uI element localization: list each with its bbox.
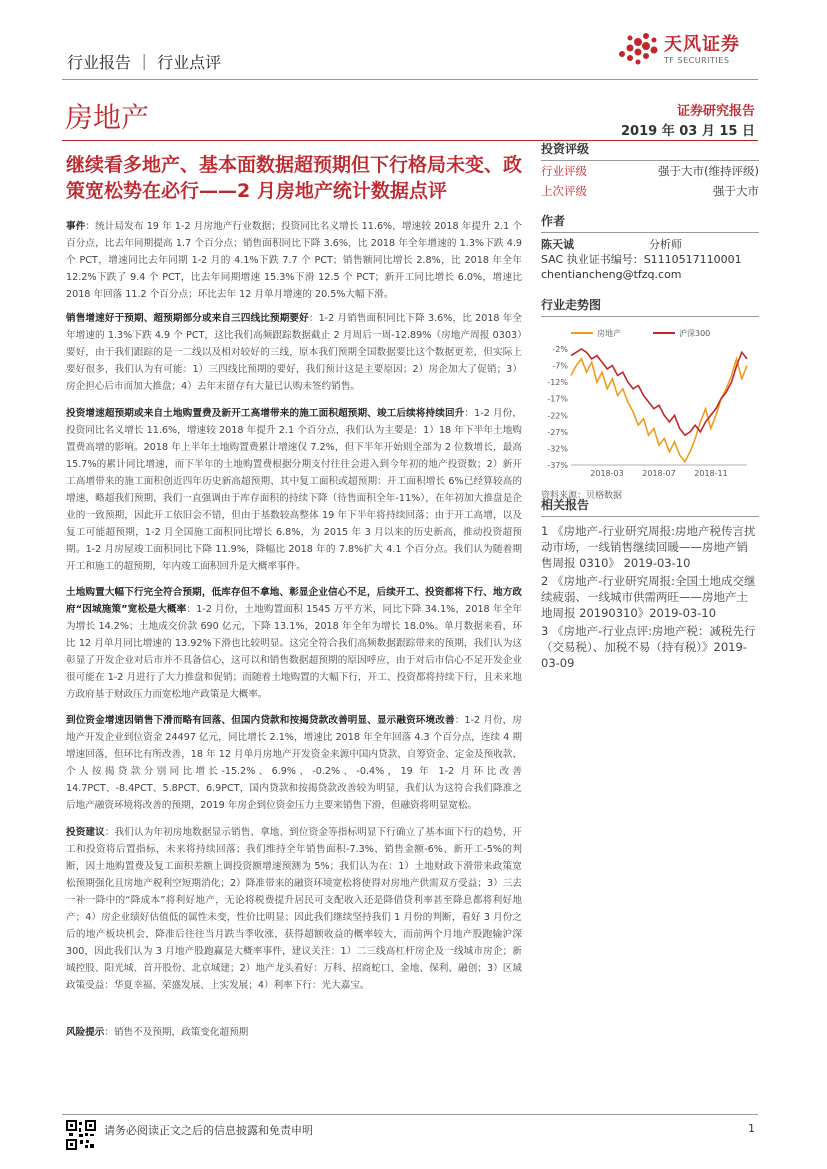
- related-item[interactable]: 1 《房地产-行业研究周报:房地产税传言扰动市场，一线销售继续回暖——房地产销售周报 0310》 2019-03-10: [541, 524, 756, 570]
- related-heading: 相关报告: [541, 496, 759, 517]
- trend-chart: [541, 323, 759, 483]
- legend-label: 沪深300: [679, 329, 711, 338]
- legend-label: 房地产: [597, 329, 621, 338]
- y-tick-label: -32%: [547, 444, 568, 454]
- rating-panel: [541, 140, 759, 201]
- rating-row-current: 行业评级 强于大市(维持评级): [541, 164, 759, 178]
- report-date: 2019 年 03 月 15 日: [621, 124, 755, 139]
- page-number: 1: [748, 1122, 755, 1135]
- chart-source: 资料来源：贝格数据: [541, 491, 623, 501]
- paragraph-risk: 风险提示：销售不及预期，政策变化超预期: [66, 1027, 249, 1038]
- qr-code-icon: [66, 1120, 96, 1150]
- author-heading: 作者: [541, 212, 759, 233]
- rating-row-previous: 上次评级 强于大市: [541, 184, 759, 198]
- rating-heading: 投资评级: [541, 140, 759, 161]
- x-tick-label: 2018-07: [642, 469, 676, 478]
- y-tick-label: -37%: [547, 461, 568, 470]
- paragraph-sales: 销售增速好于预期、超预期部分或来自三四线比预期要好：1-2 月销售面积同比下降 3.6%，比 2018 年全年增速的 1.3%下跌 4.9 个 PCT，这比我们高频跟踪数据截止 2 月周后一周-12.89%（房地产周报 0303）要好，由于我们跟踪的是一二线以及相对较好的三线，原本我们预期全国数据要比这个数据更差，但实际上要好很多，我们认为有可能：1）三四线比预期的要好，我们预计这是主要原因；2）房企加大了促销；3）房企担心后市而加大推盘；4）去年末留存有大量已认购未签约销售。: [66, 313, 522, 392]
- y-tick-label: -27%: [547, 427, 568, 437]
- related-item[interactable]: 3 《房地产-行业点评:房地产税：减税先行（交易税）、加税不易（持有税）》2019-03-09: [541, 624, 756, 670]
- report-category: 行业报告 ｜ 行业点评: [67, 53, 222, 72]
- paragraph-investment: 投资增速超预期或来自土地购置费及新开工高增带来的施工面积超预期、竣工后续将持续回升：1-2 月份，投资同比名义增长 11.6%，增速较 2018 年提升 2.1 个百分点，我们认为主要是：1）18 年下半年土地购置费高增的影响。2018 年上半年土地购置费累计增速仅 7.2%，但下半年开始则全部为 2 位数增长，最高 15.7%的累计同比增速，而下半年的土地购置费根据分期支付往往会进入到今年初的地产投资数；2）新开工高增带来的施工面积创近四年历史新高超预期、其中复工面积或超预期：开工面积增长 6%已经算较高的增速，略超我们预期，我们一直强调由于库存面积的持续下降（待售面积全年-11%），在年初加大推盘是企业的一致预期，因此开工依旧会不错，但由于基数较高整体 19 年下半年将持续回落；由于开工高增，以及复工可能超预期，1-2 月全国施工面积同比增长 6.8%，为 2015 年 3 月以来的历史新高，推动投资超预期。1-2 月房屋竣工面积同比下降 11.9%，降幅比 2018 年的 7.8%扩大 4.1 个百分点。我们认为随着期开工和施工的超预期，年内竣工面积回升是大概率事件。: [66, 408, 522, 572]
- x-tick-label: 2018-03: [590, 469, 624, 478]
- report-title: 继续看多地产、基本面数据超预期但下行格局未变、政策宽松势在必行——2 月房地产统计数据点评: [66, 154, 523, 202]
- logo-subtitle: TF SECURITIES: [664, 56, 730, 65]
- author-panel: [541, 212, 759, 282]
- y-tick-label: -22%: [547, 411, 568, 421]
- paragraph-recommendation: 投资建议：我们认为年初房地数据显示销售、拿地、到位资金等指标明显下行确立了基本面下行的趋势，开工和投资将后置指标，未来将持续回落；我们维持全年销售面积-7.3%、销售金额-6%、新开工-5%的判断，因土地购置费及复工面积差额上调投资额增速预测为 5%；我们认为在：1）土地财政下滑带来政策宽松预期强化且房地产税利空短期消化；2）降准带来的融资环境宽松将使得对房地产供需双方受益；3）三去一补一降中的“降成本”将利好地产，无论将税费提升居民可支配收入还是降借贷利率甚至降息都将利好地产；4）房企业绩好估值低的属性未变，性价比明显；因此我们继续坚持我们 1 月份的判断，看好 3 月份之后的地产板块机会，降准后往往当月跌当季收涨，获得超额收益的概率较大，而前两个月地产股跑输沪深 300，因此我们认为 3 月地产股跑赢是大概率事件，建议关注：1）二三线高杠杆房企及一线城市房企；新城控股、阳光城、首开股份、北京城建；2）地产龙头看好：万科、招商蛇口、金地、保利、融创；3）区域政策受益：华夏幸福、荣盛发展、上实发展；4）利率下行：光大嘉宝。: [66, 827, 523, 991]
- x-tick-label: 2018-11: [694, 469, 728, 478]
- series-line: [571, 349, 747, 435]
- author-email[interactable]: chentiancheng@tfzq.com: [541, 268, 682, 281]
- related-panel: [541, 496, 759, 673]
- y-tick-label: -12%: [547, 378, 568, 388]
- author-role: 分析师: [649, 238, 682, 251]
- y-tick-label: -2%: [552, 345, 568, 354]
- logo-name: 天风证券: [664, 34, 740, 55]
- y-tick-label: -17%: [547, 394, 568, 404]
- y-tick-label: -7%: [552, 361, 568, 371]
- chart-heading: 行业走势图: [541, 296, 759, 317]
- paragraph-event: 事件：统计局发布 19 年 1-2 月房地产行业数据；投资同比名义增长 11.6%，增速较 2018 年提升 2.1 个百分点，比去年同期提高 1.7 个百分点；销售面积同比下降 3.6%，比 2018 年全年增速的 1.3%下跌 4.9 个 PCT，增速同比去年同期 1-2 月的 4.1%下跌 7.7 个 PCT；销售额同比增长 2.8%，比 2018 年全年 12.2%下跌了 9.4 个 PCT，比去年同期增速 15.3%下滑 12.5 个 PCT；新开工同比增长 6.0%，增速比 2018 年回落 11.2 个百分点；环比去年 12 月单月增速的 20.5%大幅下滑。: [66, 221, 522, 300]
- paragraph-funding: 到位资金增速因销售下滑而略有回落、但国内贷款和按揭贷款改善明显、显示融资环境改善：1-2 月份，房地产开发企业到位资金 24497 亿元，同比增长 2.1%，增速比 2018 年全年回落 4.3 个百分点，连续 4 期增速回落，但环比有所改善，18 年 12 月单月房地产开发资金来源中国内贷款、自筹资金、定金及预收款、个人按揭贷款分别同比增长-15.2%、6.9%、-0.2%、-0.4%，19 年 1-2 月环比改善 14.7PCT、-8.4PCT、5.8PCT、6.9PCT，国内贷款和按揭贷款改善较为明显，我们认为这符合我们降准之后地产融资环境将改善的预期，2019 年房企到位资金压力主要来销售下滑，但融资将明显宽松。: [66, 715, 522, 811]
- chart-panel: [541, 296, 759, 501]
- footer-disclaimer: 请务必阅读正文之后的信息披露和免责申明: [104, 1124, 313, 1137]
- paragraph-land: 土地购置大幅下行完全符合预期，低库存但不拿地、彰显企业信心不足，后续开工、投资都将下行、地方政府“因城施策”宽松是大概率：1-2 月份，土地购置面积 1545 万平方米，同比下降 34.1%，2018 年全年为增长 14.2%；土地成交价款 690 亿元，下降 13.1%，2018 年全年为增长 18.0%。单月数据来看，环比 12 月单月同比增速的 13.92%下滑也比较明显。这完全符合我们高频数据跟踪带来的预期，我们认为这彰显了开发企业对后市并不具备信心，这可以和销售数据超预期的原因呼应，由于对后市信心不足开发企业很可能在 1-2 月进行了大力推盘和促销；而随着土地购置的大幅下行，开工、投资都将持续下行，且未来地方政府基于财政压力而宽松地产政策是大概率。: [66, 587, 522, 700]
- industry-name: 房地产: [65, 101, 150, 134]
- footer-divider: [62, 1114, 758, 1115]
- author-name: 陈天诚: [541, 238, 574, 251]
- related-item[interactable]: 2 《房地产-行业研究周报:全国土地成交继续疲弱、一线城市供需两旺——房地产土地周报 20190310》2019-03-10: [541, 574, 756, 620]
- report-type: 证券研究报告: [676, 104, 755, 119]
- series-line: [571, 359, 747, 462]
- author-sac: SAC 执业证书编号：S1110517110001: [541, 253, 742, 266]
- header-divider: [62, 79, 758, 80]
